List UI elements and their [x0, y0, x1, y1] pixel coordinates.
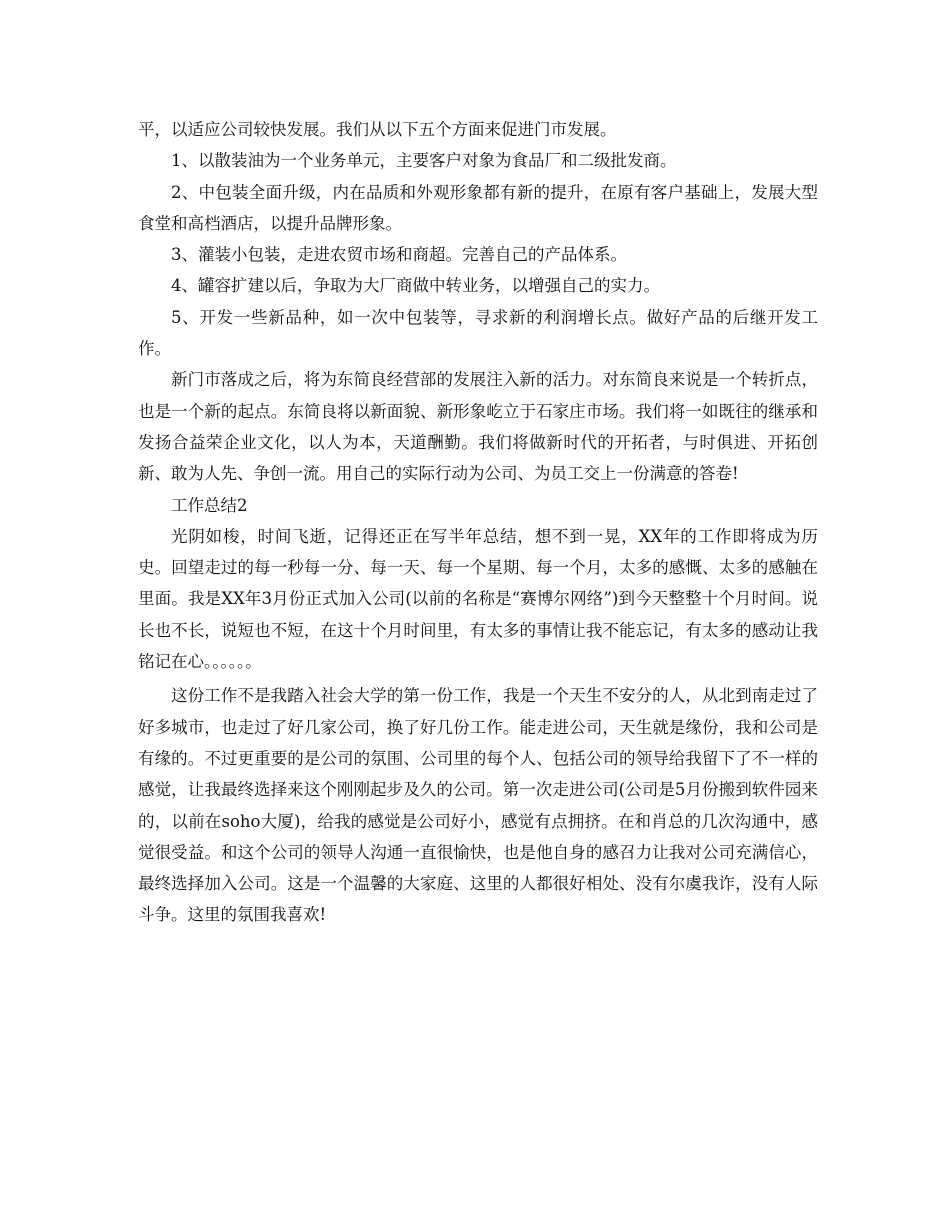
paragraph-intro: 光阴如梭，时间飞逝，记得还正在写半年总结，想不到一晃，XX年的工作即将成为历史。回望走过的每一秒每一分、每一天、每一个星期、每一个月，太多的感慨、太多的感触在里面。我是XX年3月份正式加入公司(以前的名称是“赛博尔网络”)到今天整整十个月时间。说长也不长，说短也不短，在这十个月时间里，有太多的事情让我不能忘记，有太多的感动让我铭记在心。。。。。。: [138, 526, 818, 672]
paragraph-job: 这份工作不是我踏入社会大学的第一份工作，我是一个天生不安分的人，从北到南走过了好多城市，也走过了好几家公司，换了好几份工作。能走进公司，天生就是缘份，我和公司是有缘的。不过更重要的是公司的氛围、公司里的每个人、包括公司的领导给我留下了不一样的感觉，让我最终选择来这个刚刚起步及久的公司。第一次走进公司(公司是5月份搬到软件园来的，以前在soho大厦)，给我的感觉是公司好小，感觉有点拥挤。在和肖总的几次沟通中，感觉很受益。和这个公司的领导人沟通一直很愉快，也是他自身的感召力让我对公司充满信心，最终选择加入公司。这是一个温馨的大家庭、这里的人都很好相处、没有尔虞我诈，没有人际斗争。这里的氛围我喜欢!: [138, 686, 818, 925]
paragraph-item-4: 4、罐容扩建以后，争取为大厂商做中转业务，以增强自己的实力。: [171, 276, 660, 296]
paragraph-item-3: 3、灌装小包装，走进农贸市场和商超。完善自己的产品体系。: [171, 245, 627, 265]
document-body: [138, 114, 818, 931]
paragraph-item-2: 2、中包装全面升级，内在品质和外观形象都有新的提升，在原有客户基础上，发展大型食堂和高档酒店，以提升品牌形象。: [138, 182, 818, 233]
paragraph-item-5: 5、开发一些新品种，如一次中包装等，寻求新的利润增长点。做好产品的后继开发工作。: [138, 307, 818, 359]
section-heading: 工作总结2: [171, 495, 248, 515]
paragraph-continuation: 平，以适应公司较快发展。我们从以下五个方面来促进门市发展。: [138, 120, 617, 139]
paragraph-new-store: 新门市落成之后，将为东简良经营部的发展注入新的活力。对东简良来说是一个转折点，也是一个新的起点。东简良将以新面貌、新形象屹立于石家庄市场。我们将一如既往的继承和发扬合益荣企业文化，以人为本，天道酬勤。我们将做新时代的开拓者，与时俱进、开拓创新、敢为人先、争创一流。用自己的实际行动为公司、为员工交上一份满意的答卷!: [138, 370, 818, 484]
paragraph-item-1: 1、以散装油为一个业务单元，主要客户对象为食品厂和二级批发商。: [171, 151, 677, 171]
